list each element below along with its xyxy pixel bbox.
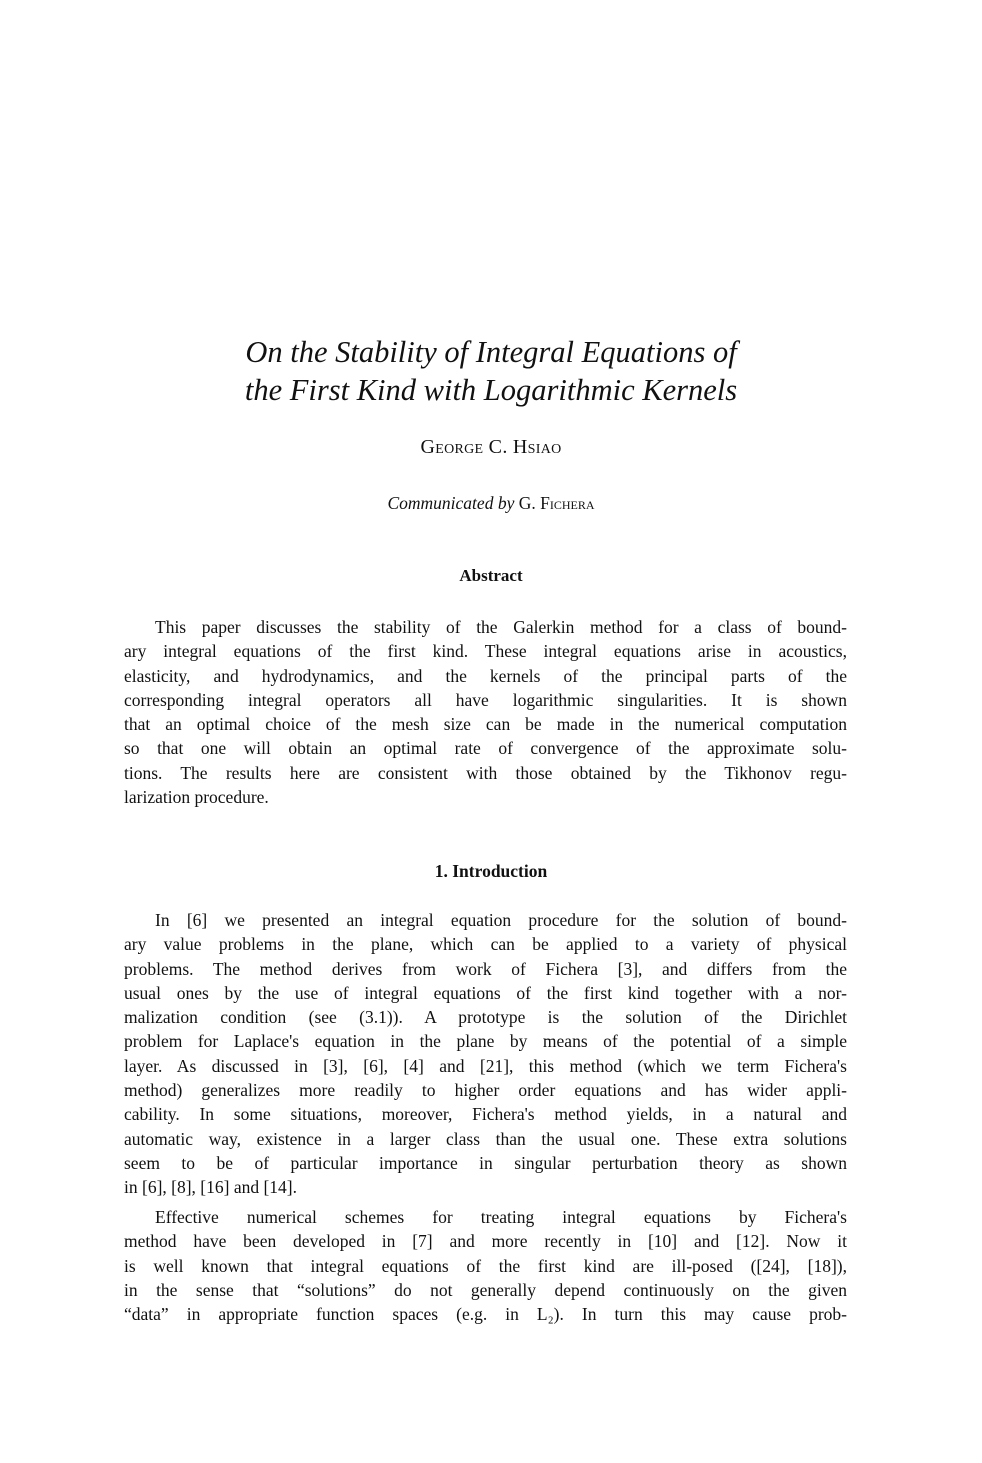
author-name-text: George C. Hsiao — [420, 436, 562, 458]
body-line: In [6] we presented an integral equation procedure for the solution of bound- — [155, 910, 847, 930]
abstract-line: tions. The results here are consistent with those obtained by the Tikhonov regu- — [124, 762, 847, 783]
paper-title — [120, 333, 862, 409]
title-line-1: On the Stability of Integral Equations of — [245, 335, 737, 369]
abstract-line: ary integral equations of the first kind. These integral equations arise in acoustics, — [124, 641, 847, 662]
body-line: is well known that integral equations of the first kind are ill-posed ([24], [18]), — [124, 1255, 847, 1276]
author-name — [120, 436, 862, 459]
section-heading-introduction: 1. Introduction — [434, 861, 548, 881]
intro-paragraph-1 — [124, 908, 847, 1200]
body-line: seem to be of particular importance in singular perturbation theory as shown — [124, 1152, 847, 1173]
body-line: usual ones by the use of integral equations of the first kind together with a nor- — [124, 982, 847, 1003]
communicator-name: G. Fichera — [518, 493, 595, 513]
body-line: cability. In some situations, moreover, Fichera's method yields, in a natural and — [124, 1104, 847, 1125]
body-line: method) generalizes more readily to higher order equations and has wider appli- — [124, 1080, 847, 1101]
abstract-line: larization procedure. — [124, 787, 269, 808]
body-line: method have been developed in [7] and more recently in [10] and [12]. Now it — [124, 1231, 847, 1252]
body-line: problem for Laplace's equation in the plane by means of the potential of a simple — [124, 1031, 847, 1052]
abstract-line: elasticity, and hydrodynamics, and the kernels of the principal parts of the — [124, 665, 847, 686]
abstract-heading: Abstract — [459, 566, 523, 585]
title-line-2: the First Kind with Logarithmic Kernels — [244, 373, 738, 407]
abstract-line: that an optimal choice of the mesh size can be made in the numerical computation — [124, 714, 847, 735]
body-line: layer. As discussed in [3], [6], [4] and [21], this method (which we term Fichera's — [124, 1055, 847, 1076]
body-line: malization condition (see (3.1)). A prototype is the solution of the Dirichlet — [124, 1007, 847, 1028]
body-line: ary value problems in the plane, which can be applied to a variety of physical — [124, 934, 847, 955]
abstract-line: This paper discusses the stability of the Galerkin method for a class of bound- — [155, 617, 847, 637]
abstract-line: corresponding integral operators all have logarithmic singularities. It is shown — [124, 689, 847, 710]
intro-paragraph-2 — [124, 1205, 847, 1326]
body-line: problems. The method derives from work of Fichera [3], and differs from the — [124, 958, 847, 979]
body-line: in the sense that “solutions” do not generally depend continuously on the given — [124, 1279, 847, 1300]
body-line: Effective numerical schemes for treating integral equations by Fichera's — [155, 1207, 847, 1227]
body-line: “data” in appropriate function spaces (e.g. in L₂). In turn this may cause prob- — [124, 1304, 847, 1325]
communicated-prefix: Communicated by — [387, 493, 515, 513]
communicated-by — [120, 493, 862, 514]
body-line: automatic way, existence in a larger class than the usual one. These extra solutions — [124, 1128, 847, 1149]
abstract-body — [124, 615, 847, 809]
body-line: in [6], [8], [16] and [14]. — [124, 1177, 298, 1198]
abstract-line: so that one will obtain an optimal rate of convergence of the approximate solu- — [124, 738, 847, 759]
